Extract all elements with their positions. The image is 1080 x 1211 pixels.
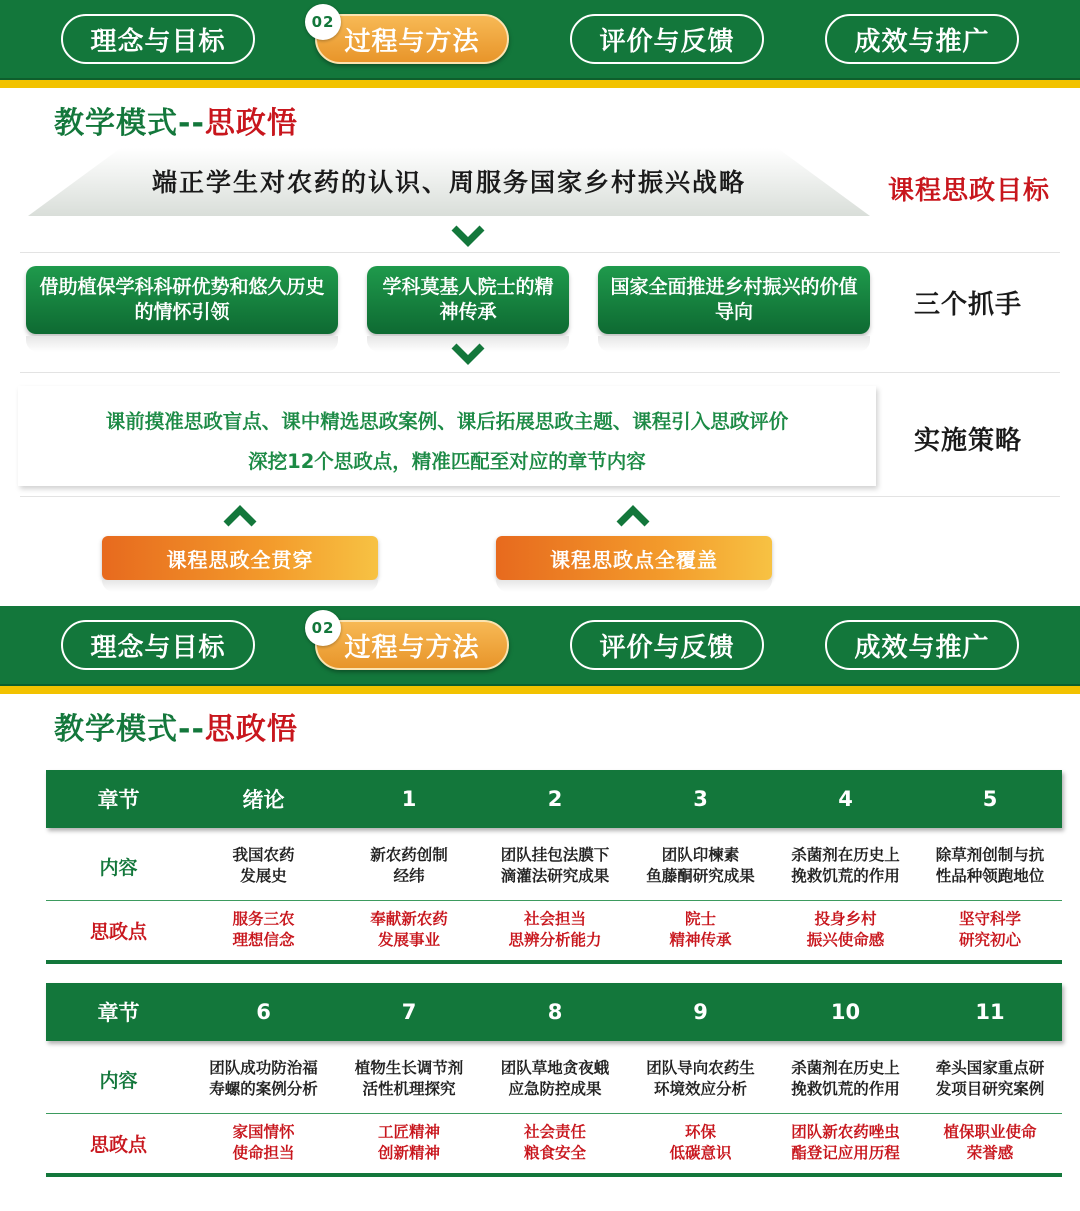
header-chapter-number: 3 — [693, 787, 708, 811]
cell-line: 社会责任 — [523, 1123, 586, 1141]
chevron-up-icon — [222, 500, 258, 530]
table-cell-point — [918, 1113, 1062, 1173]
cell-line: 服务三农 — [232, 910, 295, 928]
table-cell-point — [336, 1113, 482, 1173]
cell-line: 应急防控成果 — [508, 1080, 602, 1098]
tab-evaluation-feedback[interactable] — [570, 620, 764, 670]
cell-line: 思辨分析能力 — [508, 931, 602, 949]
cell-line: 发项目研究案例 — [935, 1080, 1045, 1098]
header-chapter-number: 11 — [975, 1000, 1005, 1024]
cell-line: 团队印楝素 — [661, 846, 740, 864]
cell-line: 环境效应分析 — [653, 1080, 747, 1098]
header-chapter-number: 绪论 — [242, 788, 285, 812]
coverage-box: 课程思政全贯穿 — [102, 536, 378, 580]
row-label-content: 内容 — [99, 856, 138, 879]
header-chapter-number: 6 — [256, 1000, 271, 1024]
table-cell-point — [191, 1113, 336, 1173]
heading-red-text: 思政悟 — [204, 712, 298, 747]
cell-line: 创新精神 — [377, 1144, 440, 1162]
nav-accent-strip — [0, 80, 1080, 88]
tab-process-methods[interactable] — [311, 619, 509, 670]
cell-line: 工匠精神 — [377, 1123, 440, 1141]
cell-line: 家国情怀 — [232, 1123, 295, 1141]
nav-bar — [0, 606, 1080, 694]
table-cell-point — [191, 900, 336, 960]
strategy-line: 课前摸准思政盲点、课中精选思政案例、课后拓展思政主题、课程引入思政评价 — [105, 410, 789, 433]
tab-process-methods[interactable] — [311, 13, 509, 64]
table-cell-content — [191, 832, 336, 900]
tab-label: 评价与反馈 — [599, 632, 735, 663]
cell-line: 寿螺的案例分析 — [209, 1080, 318, 1098]
cell-line: 院士 — [684, 910, 716, 928]
tab-label: 理念与目标 — [90, 26, 226, 57]
tab-label: 成效与推广 — [854, 632, 990, 663]
cell-line: 粮食安全 — [523, 1144, 586, 1162]
tab-results-promotion[interactable] — [825, 14, 1019, 64]
table-cell-content — [336, 832, 482, 900]
header-chapter-number: 2 — [547, 787, 563, 811]
table-cell-point — [628, 1113, 773, 1173]
tab-evaluation-feedback[interactable] — [570, 14, 764, 64]
row-label-point: 思政点 — [89, 1133, 147, 1156]
table-cell-content — [773, 832, 918, 900]
cell-line: 社会担当 — [523, 910, 586, 928]
table-cell-content — [773, 1045, 918, 1113]
cell-line: 坚守科学 — [958, 910, 1021, 928]
tab-badge: 02 — [305, 610, 341, 646]
table-cell-content — [628, 832, 773, 900]
nav-accent-strip — [0, 686, 1080, 694]
tab-concept-goals[interactable] — [61, 14, 255, 64]
separator — [20, 252, 1060, 253]
cell-line: 性品种领跑地位 — [935, 867, 1045, 885]
cell-line: 鱼藤酮研究成果 — [646, 867, 755, 885]
tab-label: 过程与方法 — [344, 26, 480, 57]
tab-label: 评价与反馈 — [599, 26, 735, 57]
cell-line: 我国农药 — [232, 846, 295, 864]
cell-line: 经纬 — [393, 867, 425, 885]
cell-line: 酯登记应用历程 — [791, 1144, 900, 1162]
header-chapter-number: 8 — [547, 1000, 563, 1024]
strategy-label: 实施策略 — [914, 426, 1023, 456]
cell-line: 活性机理探究 — [362, 1080, 456, 1098]
cell-line: 低碳意识 — [669, 1144, 732, 1162]
header-chapter-label: 章节 — [97, 788, 140, 812]
cell-line: 挽救饥荒的作用 — [791, 867, 900, 885]
tab-label: 成效与推广 — [854, 26, 990, 57]
tab-concept-goals[interactable] — [61, 620, 255, 670]
tab-label: 理念与目标 — [90, 632, 226, 663]
cell-line: 荣誉感 — [966, 1144, 1014, 1162]
cell-line: 挽救饥荒的作用 — [791, 1080, 900, 1098]
table-cell-point — [482, 1113, 628, 1173]
cell-line: 研究初心 — [958, 931, 1021, 949]
table-cell-content — [918, 1045, 1062, 1113]
table-cell-content — [191, 1045, 336, 1113]
row-label-content: 内容 — [99, 1069, 138, 1092]
cell-line: 植物生长调节剂 — [354, 1059, 464, 1077]
table-cell-point — [482, 900, 628, 960]
table-cell-point — [336, 900, 482, 960]
coverage-box: 课程思政点全覆盖 — [496, 536, 772, 580]
cell-line: 使命担当 — [232, 1144, 295, 1162]
chapter-table — [46, 770, 1062, 966]
table-cell-content — [482, 832, 628, 900]
chevron-up-icon — [615, 500, 651, 530]
cell-line: 振兴使命感 — [806, 931, 885, 949]
table-bottom-border — [46, 960, 1062, 964]
table-cell-point — [773, 900, 918, 960]
card-reflection — [598, 336, 870, 352]
cell-line: 奉献新农药 — [370, 910, 448, 928]
header-chapter-number: 5 — [982, 787, 998, 811]
box-reflection — [496, 580, 772, 592]
header-chapter-label: 章节 — [97, 1001, 140, 1025]
table-cell-content — [628, 1045, 773, 1113]
section-heading — [54, 98, 298, 142]
tab-results-promotion[interactable] — [825, 620, 1019, 670]
cell-line: 杀菌剂在历史上 — [791, 846, 900, 864]
header-chapter-number: 9 — [693, 1000, 708, 1024]
tab-badge: 02 — [305, 4, 341, 40]
section-heading — [54, 704, 298, 748]
header-chapter-number: 7 — [401, 1000, 417, 1024]
chevron-down-icon — [450, 340, 486, 370]
grip-card: 国家全面推进乡村振兴的价值导向 — [598, 266, 870, 334]
grips-label: 三个抓手 — [914, 290, 1023, 320]
header-chapter-number: 1 — [401, 787, 417, 811]
separator — [20, 496, 1060, 497]
cell-line: 植保职业使命 — [943, 1123, 1037, 1141]
cell-line: 环保 — [684, 1123, 716, 1141]
table-cell-point — [773, 1113, 918, 1173]
cell-line: 除草剂创制与抗 — [935, 846, 1045, 864]
separator — [20, 372, 1060, 373]
chevron-down-icon — [450, 222, 486, 252]
grip-card: 学科莫基人院士的精神传承 — [367, 266, 569, 334]
cell-line: 投身乡村 — [814, 910, 877, 928]
cell-line: 理想信念 — [232, 931, 295, 949]
tab-label: 过程与方法 — [344, 632, 480, 663]
box-reflection — [102, 580, 378, 592]
cell-line: 发展事业 — [377, 931, 440, 949]
cell-line: 团队新农药唑虫 — [791, 1123, 900, 1141]
header-chapter-number: 4 — [838, 787, 853, 811]
cell-line: 团队导向农药生 — [646, 1059, 755, 1077]
chapter-table — [46, 983, 1062, 1179]
cell-line: 牵头国家重点研 — [935, 1059, 1045, 1077]
heading-green-text: 教学模式-- — [54, 712, 205, 747]
cell-line: 杀菌剂在历史上 — [791, 1059, 900, 1077]
cell-line: 团队挂包法膜下 — [500, 846, 610, 864]
goal-label: 课程思政目标 — [888, 176, 1051, 206]
nav-bar — [0, 0, 1080, 88]
row-label-point: 思政点 — [89, 920, 147, 943]
header-chapter-number: 10 — [830, 1000, 861, 1024]
table-cell-content — [918, 832, 1062, 900]
cell-line: 团队草地贪夜蛾 — [500, 1059, 610, 1077]
goal-text: 端正学生对农药的认识、周服务国家乡村振兴战略 — [151, 168, 746, 197]
heading-red-text: 思政悟 — [204, 106, 298, 141]
cell-line: 精神传承 — [669, 931, 732, 949]
table-cell-content — [336, 1045, 482, 1113]
heading-green-text: 教学模式-- — [54, 106, 205, 141]
grip-card: 借助植保学科科研优势和悠久历史的情怀引领 — [26, 266, 338, 334]
cell-line: 团队成功防治福 — [209, 1059, 318, 1077]
table-cell-content — [482, 1045, 628, 1113]
cell-line: 滴灌法研究成果 — [500, 867, 610, 885]
table-cell-point — [918, 900, 1062, 960]
cell-line: 发展史 — [240, 867, 287, 885]
card-reflection — [26, 336, 338, 352]
table-cell-point — [628, 900, 773, 960]
cell-line: 新农药创制 — [370, 846, 448, 864]
strategy-line: 深挖12个思政点，精准匹配至对应的章节内容 — [248, 450, 646, 473]
table-bottom-border — [46, 1173, 1062, 1177]
